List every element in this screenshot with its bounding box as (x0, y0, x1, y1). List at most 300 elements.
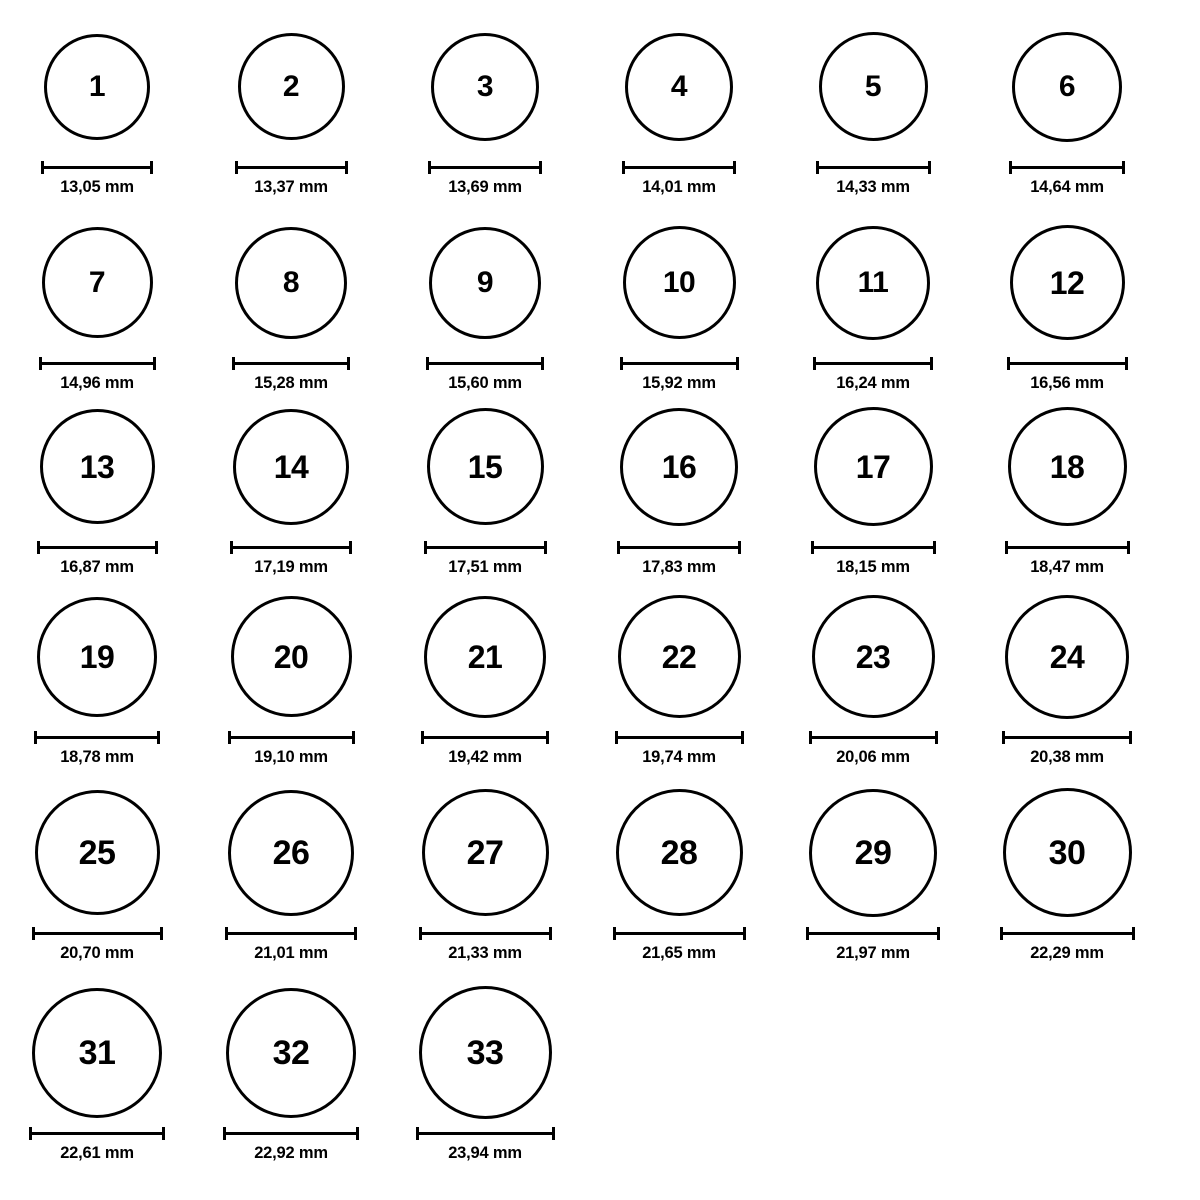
ring-circle-wrapper (422, 784, 549, 921)
ring-circle (226, 988, 356, 1118)
diameter-measure-bar (816, 161, 931, 173)
measure-cap-right (354, 927, 357, 940)
ring-size-number: 5 (864, 69, 882, 103)
ring-size-cell (390, 784, 580, 963)
ring-circle (625, 33, 733, 141)
ring-circle-wrapper (228, 784, 354, 921)
diameter-measure-bar (615, 731, 744, 743)
ring-size-cell (196, 784, 386, 963)
ring-circle-wrapper (40, 398, 155, 535)
measure-line (230, 546, 352, 549)
measure-cap-left (37, 541, 40, 554)
ring-circle (228, 790, 354, 916)
ring-size-number: 1 (88, 69, 106, 103)
ring-row (0, 214, 1200, 398)
ring-size-cell (2, 214, 192, 393)
measure-cap-right (937, 927, 940, 940)
ring-circle (616, 789, 743, 916)
ring-circle (812, 595, 935, 718)
diameter-measure-bar (811, 541, 936, 553)
diameter-label: 15,60 mm (448, 374, 522, 392)
diameter-measure-bar (32, 927, 163, 939)
ring-circle (422, 789, 549, 916)
ring-circle (32, 988, 162, 1118)
ring-circle (431, 33, 539, 141)
measure-cap-right (736, 357, 739, 370)
ring-size-number: 3 (476, 69, 494, 103)
diameter-measure-bar (622, 161, 736, 173)
ring-circle (1003, 788, 1132, 917)
diameter-label: 21,97 mm (836, 944, 910, 962)
measure-cap-right (539, 161, 542, 174)
ring-circle (424, 596, 546, 718)
measure-cap-right (155, 541, 158, 554)
ring-row (0, 784, 1200, 984)
measure-cap-right (153, 357, 156, 370)
measure-line (811, 546, 936, 549)
diameter-label: 17,83 mm (642, 558, 716, 576)
ring-circle-wrapper (35, 784, 160, 921)
measure-cap-right (1127, 541, 1130, 554)
ring-circle-wrapper (431, 18, 539, 155)
ring-size-cell (196, 588, 386, 767)
ring-size-cell (584, 214, 774, 393)
ring-circle-wrapper (429, 214, 541, 351)
ring-size-number: 20 (273, 638, 309, 675)
measure-cap-right (549, 927, 552, 940)
ring-size-cell (584, 784, 774, 963)
measure-cap-left (421, 731, 424, 744)
measure-cap-right (150, 161, 153, 174)
diameter-label: 13,37 mm (254, 178, 328, 196)
diameter-measure-bar (37, 541, 158, 553)
ring-circle (40, 409, 155, 524)
ring-size-number: 17 (855, 448, 891, 485)
ring-circle (44, 34, 150, 140)
measure-cap-right (160, 927, 163, 940)
ring-circle (238, 33, 345, 140)
measure-line (232, 362, 350, 365)
diameter-measure-bar (235, 161, 348, 173)
diameter-label: 15,92 mm (642, 374, 716, 392)
ring-circle (427, 408, 544, 525)
measure-cap-left (39, 357, 42, 370)
ring-size-number: 2 (282, 69, 300, 103)
diameter-measure-bar (29, 1127, 165, 1139)
ring-size-number: 15 (467, 448, 503, 485)
measure-cap-right (1129, 731, 1132, 744)
measure-cap-left (1007, 357, 1010, 370)
ring-size-cell (390, 214, 580, 393)
diameter-label: 19,74 mm (642, 748, 716, 766)
measure-cap-left (617, 541, 620, 554)
diameter-measure-bar (424, 541, 547, 553)
diameter-label: 21,65 mm (642, 944, 716, 962)
measure-cap-left (613, 927, 616, 940)
ring-circle-wrapper (238, 18, 345, 155)
measure-line (816, 166, 931, 169)
ring-size-number: 21 (467, 638, 503, 675)
diameter-measure-bar (806, 927, 940, 939)
measure-cap-left (622, 161, 625, 174)
ring-size-number: 14 (273, 448, 309, 485)
measure-cap-left (809, 731, 812, 744)
ring-size-cell (584, 18, 774, 197)
measure-line (223, 1132, 359, 1135)
ring-circle (1008, 407, 1127, 526)
diameter-label: 21,01 mm (254, 944, 328, 962)
diameter-measure-bar (230, 541, 352, 553)
measure-cap-right (1122, 161, 1125, 174)
diameter-measure-bar (232, 357, 350, 369)
ring-circle (37, 597, 157, 717)
ring-circle-wrapper (226, 984, 356, 1121)
measure-line (39, 362, 156, 365)
ring-row (0, 588, 1200, 784)
measure-cap-left (416, 1127, 419, 1140)
measure-cap-left (225, 927, 228, 940)
diameter-measure-bar (41, 161, 153, 173)
measure-line (1007, 362, 1128, 365)
ring-size-number: 10 (662, 265, 696, 299)
ring-circle-wrapper (32, 984, 162, 1121)
ring-circle (233, 409, 349, 525)
diameter-label: 18,78 mm (60, 748, 134, 766)
measure-line (1009, 166, 1125, 169)
measure-cap-right (1132, 927, 1135, 940)
ring-circle-wrapper (809, 784, 937, 921)
ring-size-number: 28 (660, 833, 698, 872)
ring-size-number: 31 (78, 1033, 116, 1072)
measure-cap-right (352, 731, 355, 744)
measure-cap-right (743, 927, 746, 940)
measure-cap-left (428, 161, 431, 174)
diameter-measure-bar (419, 927, 552, 939)
ring-size-number: 32 (272, 1033, 310, 1072)
measure-cap-left (230, 541, 233, 554)
measure-line (806, 932, 940, 935)
diameter-measure-bar (416, 1127, 555, 1139)
diameter-measure-bar (1009, 161, 1125, 173)
measure-cap-left (813, 357, 816, 370)
measure-line (32, 932, 163, 935)
diameter-measure-bar (1005, 541, 1130, 553)
measure-cap-left (235, 161, 238, 174)
ring-circle (231, 596, 352, 717)
measure-line (34, 736, 160, 739)
measure-line (37, 546, 158, 549)
diameter-measure-bar (613, 927, 746, 939)
ring-circle (419, 986, 552, 1119)
diameter-label: 14,33 mm (836, 178, 910, 196)
diameter-label: 22,92 mm (254, 1144, 328, 1162)
diameter-measure-bar (223, 1127, 359, 1139)
diameter-label: 19,10 mm (254, 748, 328, 766)
ring-size-number: 25 (78, 833, 116, 872)
ring-size-cell (584, 398, 774, 577)
ring-circle-wrapper (1008, 398, 1127, 535)
ring-circle (429, 227, 541, 339)
ring-size-cell (390, 398, 580, 577)
measure-cap-left (806, 927, 809, 940)
measure-line (1002, 736, 1132, 739)
diameter-label: 20,38 mm (1030, 748, 1104, 766)
diameter-measure-bar (39, 357, 156, 369)
measure-cap-left (816, 161, 819, 174)
measure-line (419, 932, 552, 935)
diameter-measure-bar (1002, 731, 1132, 743)
diameter-label: 14,96 mm (60, 374, 134, 392)
measure-cap-left (426, 357, 429, 370)
ring-circle-wrapper (620, 398, 738, 535)
measure-cap-left (620, 357, 623, 370)
ring-size-cell (2, 784, 192, 963)
measure-cap-left (223, 1127, 226, 1140)
ring-circle-wrapper (424, 588, 546, 725)
measure-cap-right (162, 1127, 165, 1140)
ring-size-number: 29 (854, 833, 892, 872)
ring-circle-wrapper (816, 214, 930, 351)
ring-circle-wrapper (616, 784, 743, 921)
ring-circle (819, 32, 928, 141)
ring-row (0, 18, 1200, 214)
measure-line (1000, 932, 1135, 935)
ring-size-number: 23 (855, 638, 891, 675)
measure-cap-left (1009, 161, 1012, 174)
ring-size-number: 19 (79, 638, 115, 675)
measure-cap-right (1125, 357, 1128, 370)
ring-size-number: 8 (282, 265, 300, 299)
ring-size-cell (390, 18, 580, 197)
measure-line (615, 736, 744, 739)
diameter-measure-bar (1007, 357, 1128, 369)
measure-line (225, 932, 357, 935)
ring-circle (1010, 225, 1125, 340)
ring-circle-wrapper (814, 398, 933, 535)
measure-cap-left (1000, 927, 1003, 940)
measure-line (813, 362, 933, 365)
diameter-measure-bar (426, 357, 544, 369)
diameter-label: 16,56 mm (1030, 374, 1104, 392)
measure-cap-left (1005, 541, 1008, 554)
ring-size-cell (778, 784, 968, 963)
measure-cap-right (930, 357, 933, 370)
measure-cap-right (738, 541, 741, 554)
ring-circle-wrapper (623, 214, 736, 351)
measure-cap-right (349, 541, 352, 554)
measure-line (416, 1132, 555, 1135)
ring-size-number: 30 (1048, 833, 1086, 872)
measure-line (41, 166, 153, 169)
diameter-label: 21,33 mm (448, 944, 522, 962)
diameter-measure-bar (617, 541, 741, 553)
ring-circle (618, 595, 741, 718)
measure-cap-right (546, 731, 549, 744)
measure-cap-left (1002, 731, 1005, 744)
ring-size-cell (972, 214, 1162, 393)
diameter-label: 22,61 mm (60, 1144, 134, 1162)
ring-size-cell (972, 18, 1162, 197)
measure-cap-right (544, 541, 547, 554)
ring-circle-wrapper (819, 18, 928, 155)
measure-cap-left (811, 541, 814, 554)
diameter-label: 20,70 mm (60, 944, 134, 962)
ring-size-number: 7 (88, 265, 106, 299)
measure-cap-left (424, 541, 427, 554)
ring-size-cell (2, 984, 192, 1163)
ring-circle-wrapper (1005, 588, 1129, 725)
ring-size-number: 18 (1049, 448, 1085, 485)
measure-cap-right (733, 161, 736, 174)
ring-size-number: 6 (1058, 69, 1076, 103)
measure-cap-left (232, 357, 235, 370)
measure-line (620, 362, 739, 365)
measure-line (617, 546, 741, 549)
measure-line (228, 736, 355, 739)
ring-row (0, 398, 1200, 588)
diameter-label: 18,47 mm (1030, 558, 1104, 576)
diameter-label: 16,87 mm (60, 558, 134, 576)
ring-size-cell (196, 398, 386, 577)
ring-size-cell (584, 588, 774, 767)
ring-circle-wrapper (427, 398, 544, 535)
ring-circle (1005, 595, 1129, 719)
diameter-label: 23,94 mm (448, 1144, 522, 1162)
ring-size-cell (390, 588, 580, 767)
measure-line (622, 166, 736, 169)
diameter-measure-bar (813, 357, 933, 369)
measure-line (809, 736, 938, 739)
ring-circle-wrapper (625, 18, 733, 155)
ring-size-number: 24 (1049, 638, 1085, 675)
measure-cap-right (347, 357, 350, 370)
ring-circle-wrapper (1012, 18, 1122, 155)
ring-circle (235, 227, 347, 339)
ring-row (0, 984, 1200, 1174)
measure-cap-left (34, 731, 37, 744)
ring-size-number: 4 (670, 69, 688, 103)
diameter-label: 13,69 mm (448, 178, 522, 196)
diameter-measure-bar (428, 161, 542, 173)
ring-size-cell (390, 984, 580, 1163)
ring-circle-wrapper (1010, 214, 1125, 351)
ring-size-number: 9 (476, 265, 494, 299)
ring-circle-wrapper (812, 588, 935, 725)
ring-size-number: 26 (272, 833, 310, 872)
diameter-measure-bar (1000, 927, 1135, 939)
diameter-label: 16,24 mm (836, 374, 910, 392)
ring-circle (809, 789, 937, 917)
diameter-label: 18,15 mm (836, 558, 910, 576)
measure-cap-right (345, 161, 348, 174)
ring-size-number: 12 (1049, 264, 1085, 301)
ring-circle-wrapper (1003, 784, 1132, 921)
ring-size-cell (972, 588, 1162, 767)
measure-cap-right (541, 357, 544, 370)
measure-cap-left (41, 161, 44, 174)
ring-circle-wrapper (235, 214, 347, 351)
ring-size-cell (2, 18, 192, 197)
ring-circle (1012, 32, 1122, 142)
measure-cap-left (29, 1127, 32, 1140)
diameter-measure-bar (228, 731, 355, 743)
ring-circle-wrapper (618, 588, 741, 725)
measure-cap-right (933, 541, 936, 554)
diameter-measure-bar (225, 927, 357, 939)
ring-circle (42, 227, 153, 338)
diameter-measure-bar (620, 357, 739, 369)
measure-line (428, 166, 542, 169)
ring-size-cell (778, 18, 968, 197)
diameter-measure-bar (421, 731, 549, 743)
ring-circle-wrapper (44, 18, 150, 155)
measure-line (426, 362, 544, 365)
measure-cap-right (935, 731, 938, 744)
measure-line (1005, 546, 1130, 549)
measure-cap-right (552, 1127, 555, 1140)
measure-cap-right (157, 731, 160, 744)
ring-circle (816, 226, 930, 340)
ring-circle-wrapper (37, 588, 157, 725)
ring-size-number: 33 (466, 1033, 504, 1072)
ring-size-number: 16 (661, 448, 697, 485)
ring-circle (814, 407, 933, 526)
ring-circle (620, 408, 738, 526)
measure-line (613, 932, 746, 935)
diameter-label: 15,28 mm (254, 374, 328, 392)
diameter-label: 17,19 mm (254, 558, 328, 576)
ring-size-number: 22 (661, 638, 697, 675)
ring-size-number: 27 (466, 833, 504, 872)
diameter-measure-bar (34, 731, 160, 743)
ring-size-cell (972, 784, 1162, 963)
ring-size-cell (196, 214, 386, 393)
diameter-label: 14,64 mm (1030, 178, 1104, 196)
measure-line (421, 736, 549, 739)
ring-size-cell (196, 18, 386, 197)
ring-size-cell (778, 398, 968, 577)
diameter-label: 14,01 mm (642, 178, 716, 196)
measure-cap-right (741, 731, 744, 744)
ring-size-cell (2, 588, 192, 767)
measure-line (424, 546, 547, 549)
ring-circle-wrapper (233, 398, 349, 535)
measure-line (235, 166, 348, 169)
ring-circle-wrapper (231, 588, 352, 725)
ring-size-cell (778, 588, 968, 767)
measure-cap-left (615, 731, 618, 744)
ring-circle (623, 226, 736, 339)
ring-size-cell (196, 984, 386, 1163)
measure-cap-right (356, 1127, 359, 1140)
ring-size-number: 11 (857, 265, 889, 299)
diameter-label: 13,05 mm (60, 178, 134, 196)
measure-cap-left (419, 927, 422, 940)
ring-size-cell (2, 398, 192, 577)
ring-size-cell (778, 214, 968, 393)
measure-cap-right (928, 161, 931, 174)
ring-size-number: 13 (79, 448, 115, 485)
diameter-measure-bar (809, 731, 938, 743)
diameter-label: 22,29 mm (1030, 944, 1104, 962)
ring-circle (35, 790, 160, 915)
measure-line (29, 1132, 165, 1135)
measure-cap-left (32, 927, 35, 940)
ring-circle-wrapper (419, 984, 552, 1121)
diameter-label: 20,06 mm (836, 748, 910, 766)
diameter-label: 17,51 mm (448, 558, 522, 576)
ring-size-cell (972, 398, 1162, 577)
